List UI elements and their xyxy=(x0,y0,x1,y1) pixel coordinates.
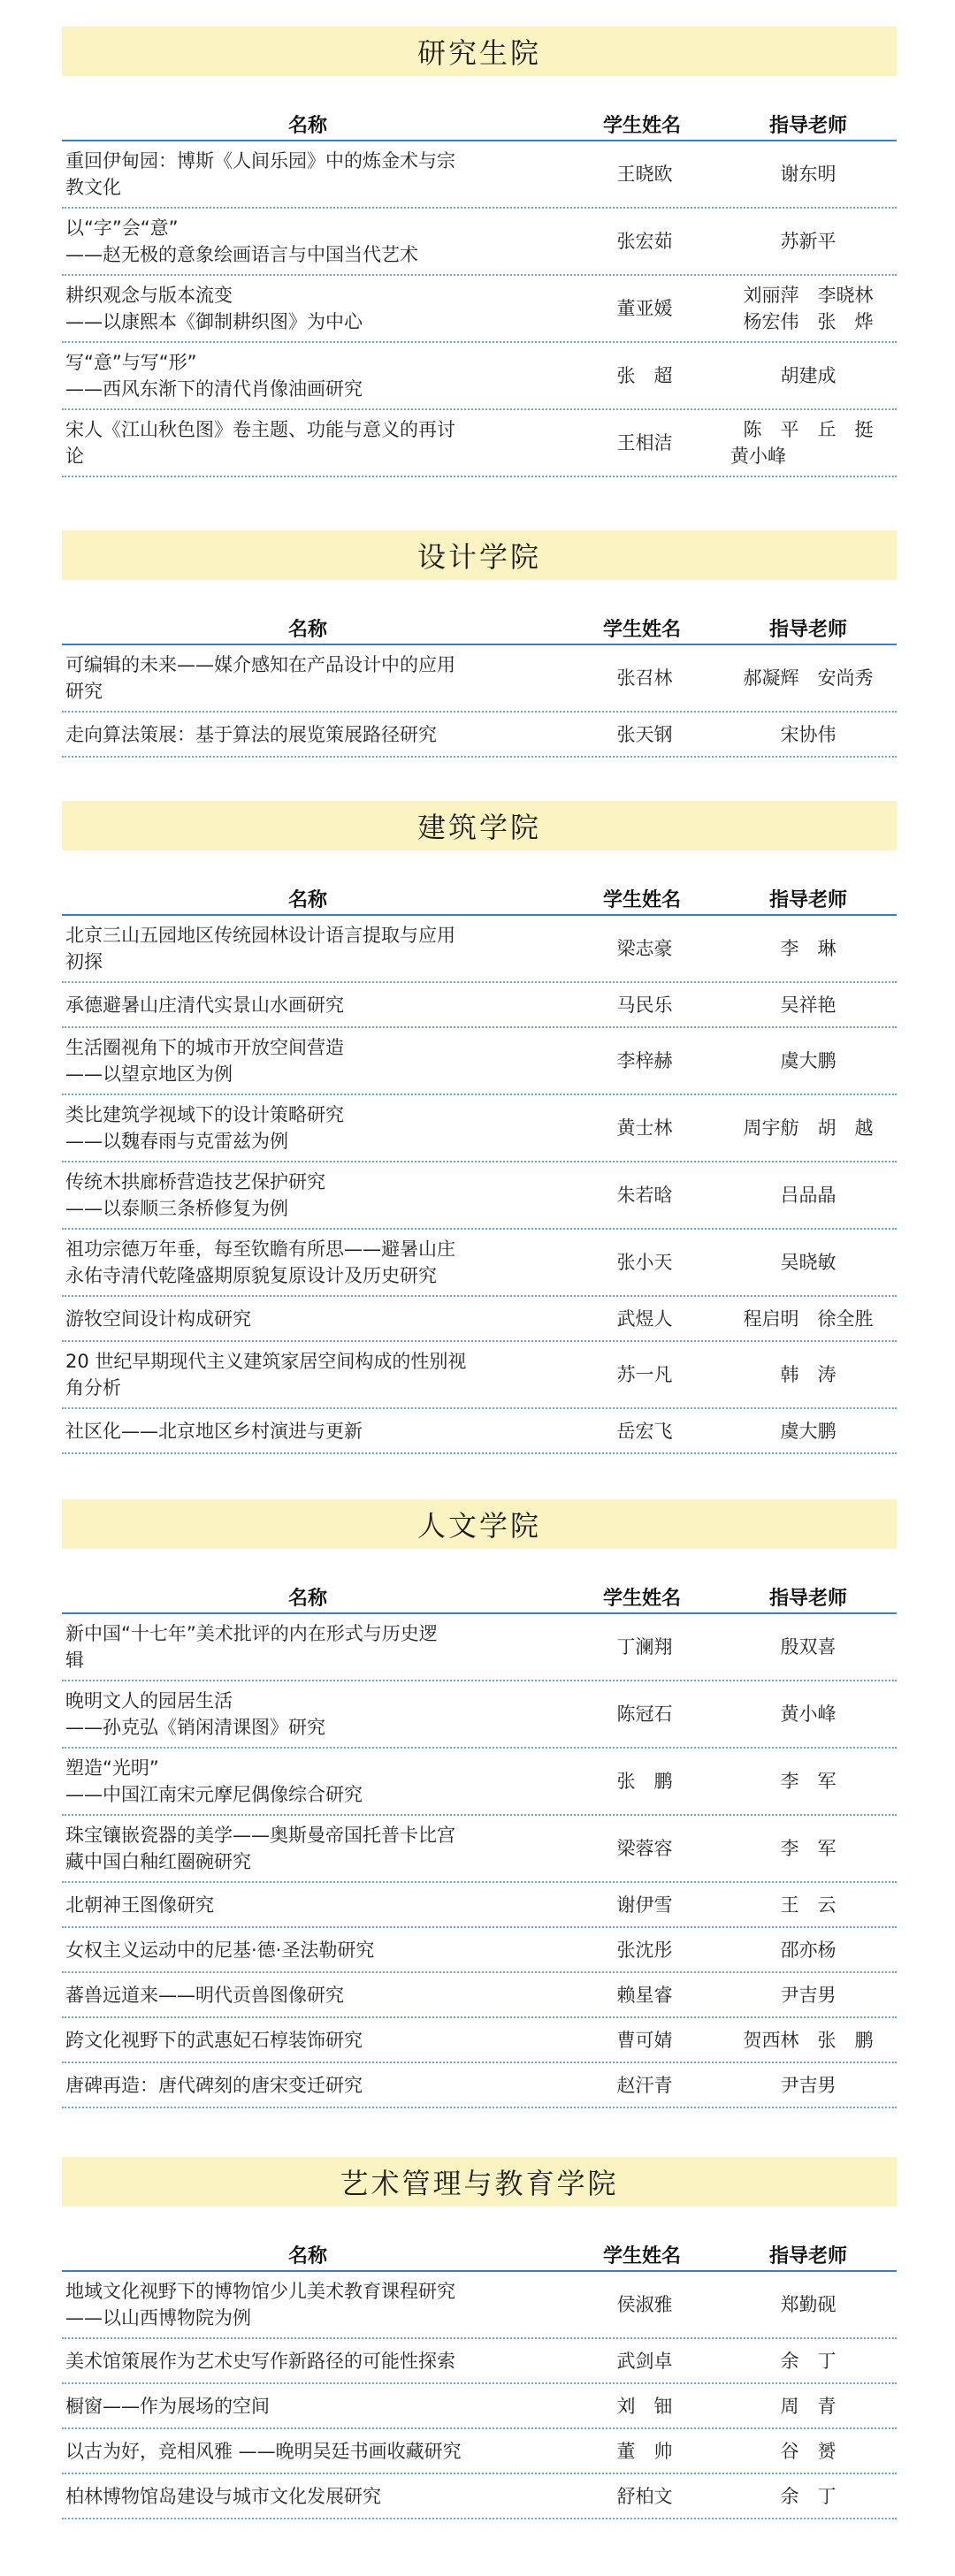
thesis-title: 类比建筑学视域下的设计策略研究 ——以魏春雨与克雷兹为例 xyxy=(65,1104,344,1152)
advisor-name: 余 丁 xyxy=(780,2485,837,2507)
thesis-title: 以古为好，竞相风雅 ——晚明吴廷书画收藏研究 xyxy=(65,2440,462,2462)
thesis-title: 珠宝镶嵌瓷器的美学——奥斯曼帝国托普卡比宫 藏中国白釉红圈碗研究 xyxy=(65,1825,455,1872)
table-row xyxy=(62,916,897,983)
advisor-name: 郝凝辉 安尚秀 xyxy=(743,667,874,689)
table-row xyxy=(62,2018,897,2063)
table-row xyxy=(62,2429,897,2474)
table-row xyxy=(62,343,897,410)
header-title: 名称 xyxy=(288,889,328,911)
thesis-title: 可编辑的未来——媒介感知在产品设计中的应用 研究 xyxy=(65,654,455,702)
student-name: 马民乐 xyxy=(616,994,673,1016)
advisor-name: 谷 赟 xyxy=(780,2440,837,2462)
table-row xyxy=(62,713,897,758)
advisor-name: 陈 平 丘 挺 黄小峰 xyxy=(730,419,874,467)
thesis-title: 晚明文人的园居生活 ——孙克弘《销闲清课图》研究 xyxy=(65,1690,325,1738)
table-row xyxy=(62,2063,897,2108)
student-name: 朱若晗 xyxy=(616,1185,673,1206)
advisor-name: 苏新平 xyxy=(780,231,837,252)
table-row xyxy=(62,1297,897,1342)
table-header xyxy=(62,2237,897,2272)
thesis-title: 耕织观念与版本流变 ——以康熙本《御制耕织图》为中心 xyxy=(65,285,363,332)
header-title: 名称 xyxy=(288,619,328,641)
student-name: 梁志豪 xyxy=(616,938,673,959)
student-name: 张召林 xyxy=(616,667,673,689)
advisor-name: 李 琳 xyxy=(780,938,837,959)
thesis-title: 北朝神王图像研究 xyxy=(65,1894,214,1916)
table-row xyxy=(62,1614,897,1681)
header-student: 学生姓名 xyxy=(603,115,682,137)
advisor-name: 王 云 xyxy=(780,1894,837,1916)
advisor-name: 尹吉男 xyxy=(780,2074,837,2096)
advisor-name: 胡建成 xyxy=(780,365,837,386)
advisor-name: 李 军 xyxy=(780,1771,837,1792)
student-name: 张天钢 xyxy=(616,723,673,745)
table-row xyxy=(62,410,897,477)
thesis-title: 唐碑再造：唐代碑刻的唐宋变迁研究 xyxy=(65,2074,363,2096)
table-header xyxy=(62,1579,897,1614)
advisor-name: 宋协伟 xyxy=(780,723,837,745)
header-student: 学生姓名 xyxy=(603,1588,682,1610)
table-row xyxy=(62,1816,897,1883)
student-name: 张小天 xyxy=(616,1252,673,1273)
thesis-title: 游牧空间设计构成研究 xyxy=(65,1307,251,1330)
table-row xyxy=(62,1162,897,1230)
student-name: 丁澜翔 xyxy=(616,1636,673,1658)
table-row xyxy=(62,1928,897,1973)
advisor-name: 周 青 xyxy=(780,2395,837,2417)
thesis-title: 社区化——北京地区乡村演进与更新 xyxy=(65,1420,363,1442)
student-name: 赖星睿 xyxy=(616,1984,673,2006)
section-humanities-school xyxy=(62,1499,897,2108)
student-name: 赵汗青 xyxy=(616,2074,673,2096)
advisor-name: 邵亦杨 xyxy=(780,1939,837,1961)
student-name: 王相洁 xyxy=(616,432,673,453)
header-advisor: 指导老师 xyxy=(769,619,848,641)
table-row xyxy=(62,2272,897,2339)
advisor-name: 尹吉男 xyxy=(780,1984,837,2006)
advisor-name: 贺西林 张 鹏 xyxy=(743,2029,874,2051)
header-student: 学生姓名 xyxy=(603,889,682,911)
table-row xyxy=(62,1749,897,1816)
advisor-name: 周宇舫 胡 越 xyxy=(743,1117,874,1139)
header-advisor: 指导老师 xyxy=(769,2245,848,2267)
student-name: 张 超 xyxy=(616,365,673,386)
table-row xyxy=(62,2339,897,2384)
thesis-title: 生活圈视角下的城市开放空间营造 ——以望京地区为例 xyxy=(65,1037,344,1085)
student-name: 曹可婧 xyxy=(616,2029,673,2051)
student-name: 张 鹏 xyxy=(616,1771,673,1792)
header-student: 学生姓名 xyxy=(603,2245,682,2267)
student-name: 李梓赫 xyxy=(616,1050,673,1071)
advisor-name: 吴晓敏 xyxy=(780,1252,837,1273)
student-name: 张宏茹 xyxy=(616,231,673,252)
table-header xyxy=(62,106,897,141)
table-row xyxy=(62,2384,897,2429)
thesis-title: 塑造“光明” ——中国江南宋元摩尼偶像综合研究 xyxy=(65,1757,363,1805)
student-name: 苏一凡 xyxy=(616,1364,673,1385)
section-architecture-school xyxy=(62,801,897,1454)
student-name: 侯淑雅 xyxy=(616,2294,673,2315)
thesis-title: 地域文化视野下的博物馆少儿美术教育课程研究 ——以山西博物院为例 xyxy=(65,2281,455,2328)
table-row xyxy=(62,983,897,1028)
section-design-school xyxy=(62,530,897,758)
thesis-title: 祖功宗德万年垂，每至钦瞻有所思——避暑山庄 永佑寺清代乾隆盛期原貌复原设计及历史研究 xyxy=(65,1238,455,1286)
student-name: 陈冠石 xyxy=(616,1703,673,1725)
section-title: 设计学院 xyxy=(62,530,897,580)
table-row xyxy=(62,2474,897,2519)
advisor-name: 谢东明 xyxy=(780,164,837,185)
thesis-title: 走向算法策展：基于算法的展览策展路径研究 xyxy=(65,723,437,745)
student-name: 岳宏飞 xyxy=(616,1420,673,1442)
table-header xyxy=(62,880,897,916)
table-row xyxy=(62,1681,897,1749)
advisor-name: 韩 涛 xyxy=(780,1364,837,1385)
student-name: 舒柏文 xyxy=(616,2485,673,2507)
advisor-name: 虞大鹏 xyxy=(780,1050,837,1071)
thesis-title: 传统木拱廊桥营造技艺保护研究 ——以泰顺三条桥修复为例 xyxy=(65,1171,325,1219)
table-header xyxy=(62,610,897,645)
table-row xyxy=(62,1095,897,1162)
header-advisor: 指导老师 xyxy=(769,1588,848,1610)
header-title: 名称 xyxy=(288,2245,328,2267)
thesis-title: 美术馆策展作为艺术史写作新路径的可能性探索 xyxy=(65,2350,455,2372)
header-title: 名称 xyxy=(288,115,328,137)
header-advisor: 指导老师 xyxy=(769,115,848,137)
student-name: 王晓欧 xyxy=(616,164,673,185)
thesis-title: 以“字”会“意” ——赵无极的意象绘画语言与中国当代艺术 xyxy=(65,217,418,265)
section-title: 建筑学院 xyxy=(62,801,897,850)
advisor-name: 郑勤砚 xyxy=(780,2294,837,2315)
table-row xyxy=(62,1973,897,2018)
student-name: 梁蓉容 xyxy=(616,1838,673,1859)
header-title: 名称 xyxy=(288,1588,328,1610)
thesis-title: 跨文化视野下的武惠妃石椁装饰研究 xyxy=(65,2029,363,2051)
student-name: 董亚媛 xyxy=(616,298,673,319)
thesis-title: 承德避暑山庄清代实景山水画研究 xyxy=(65,994,344,1016)
section-title: 人文学院 xyxy=(62,1499,897,1549)
section-title: 艺术管理与教育学院 xyxy=(62,2157,897,2206)
student-name: 董 帅 xyxy=(616,2440,673,2462)
advisor-name: 余 丁 xyxy=(780,2350,837,2372)
table-row xyxy=(62,645,897,713)
table-row xyxy=(62,1028,897,1095)
table-row xyxy=(62,1230,897,1297)
section-graduate-school xyxy=(62,27,897,477)
thesis-title: 北京三山五园地区传统园林设计语言提取与应用 初探 xyxy=(65,925,455,972)
advisor-name: 程启明 徐全胜 xyxy=(743,1307,874,1330)
advisor-name: 吕品晶 xyxy=(780,1185,837,1206)
student-name: 谢伊雪 xyxy=(616,1894,673,1916)
student-name: 武剑卓 xyxy=(616,2350,673,2372)
thesis-title: 女权主义运动中的尼基·德·圣法勒研究 xyxy=(65,1939,375,1961)
student-name: 黄士林 xyxy=(616,1117,673,1139)
advisor-name: 殷双喜 xyxy=(780,1636,837,1658)
student-name: 张沈彤 xyxy=(616,1939,673,1961)
student-name: 武煜人 xyxy=(616,1307,673,1330)
thesis-title: 宋人《江山秋色图》卷主题、功能与意义的再讨 论 xyxy=(65,419,455,467)
table-row xyxy=(62,209,897,276)
table-row xyxy=(62,1342,897,1409)
thesis-title: 橱窗——作为展场的空间 xyxy=(65,2395,270,2417)
advisor-name: 刘丽萍 李晓林 杨宏伟 张 烨 xyxy=(743,285,874,332)
advisor-name: 李 军 xyxy=(780,1838,837,1859)
advisor-name: 虞大鹏 xyxy=(780,1420,837,1442)
section-arts-management-education-school xyxy=(62,2157,897,2519)
section-title: 研究生院 xyxy=(62,27,897,76)
table-row xyxy=(62,141,897,209)
table-row xyxy=(62,1883,897,1928)
thesis-title: 柏林博物馆岛建设与城市文化发展研究 xyxy=(65,2485,381,2507)
student-name: 刘 钿 xyxy=(616,2395,673,2417)
table-row xyxy=(62,1409,897,1454)
table-row xyxy=(62,276,897,343)
advisor-name: 黄小峰 xyxy=(780,1703,837,1725)
header-student: 学生姓名 xyxy=(603,619,682,641)
advisor-name: 吴祥艳 xyxy=(780,994,837,1016)
thesis-title: 蕃兽远道来——明代贡兽图像研究 xyxy=(65,1984,344,2006)
thesis-title: 写“意”与写“形” ——西风东渐下的清代肖像油画研究 xyxy=(65,352,363,400)
thesis-title: 20 世纪早期现代主义建筑家居空间构成的性别视 角分析 xyxy=(65,1351,467,1399)
header-advisor: 指导老师 xyxy=(769,889,848,911)
thesis-title: 新中国“十七年”美术批评的内在形式与历史逻 辑 xyxy=(65,1623,438,1671)
thesis-title: 重回伊甸园：博斯《人间乐园》中的炼金术与宗 教文化 xyxy=(65,150,455,198)
